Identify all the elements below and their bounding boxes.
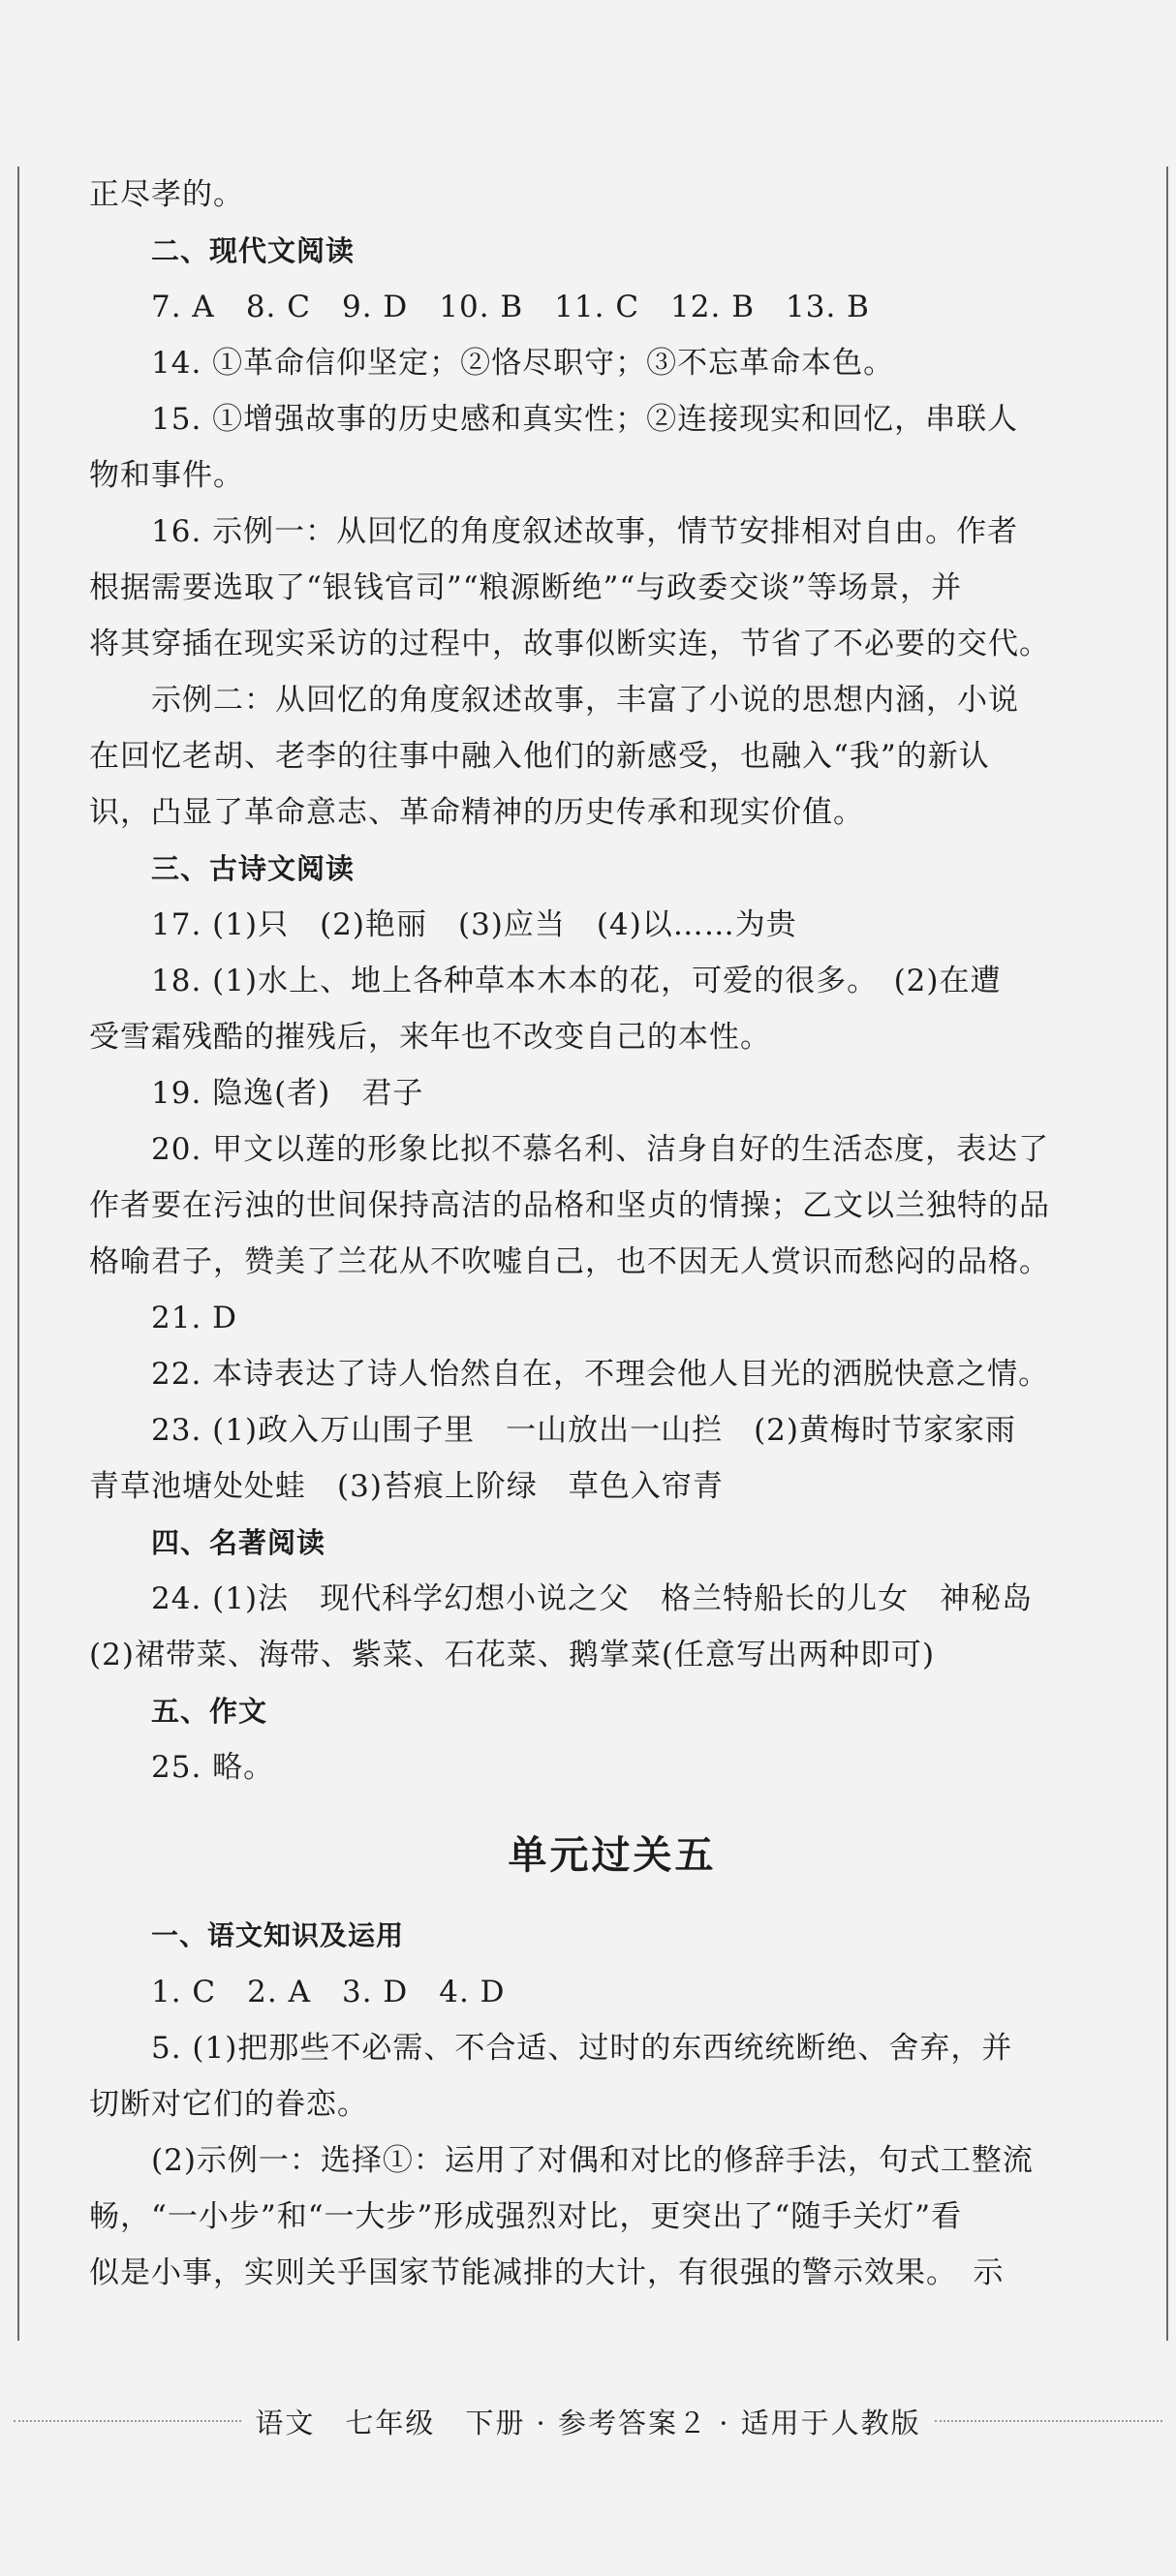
text-line: 格喻君子，赞美了兰花从不吹嘘自己，也不因无人赏识而愁闷的品格。 <box>89 1244 1050 1279</box>
answer-line: 5. (1)把那些不必需、不合适、过时的东西统统断绝、舍弃，并 <box>151 2031 1013 2066</box>
right-margin-rule <box>1166 167 1168 2341</box>
answer-line: 1. C 2. A 3. D 4. D <box>151 1975 506 2009</box>
text-line: (2)裙带菜、海带、紫菜、石花菜、鹅掌菜(任意写出两种即可) <box>89 1638 936 1672</box>
text-line: 识，凸显了革命意志、革命精神的历史传承和现实价值。 <box>89 795 864 830</box>
section-heading: 三、古诗文阅读 <box>151 852 356 885</box>
answer-line: 14. ①革命信仰坚定；②恪尽职守；③不忘革命本色。 <box>151 346 895 381</box>
answer-line: 21. D <box>151 1301 238 1335</box>
text-line: 畅，“一小步”和“一大步”形成强烈对比，更突出了“随手关灯”看 <box>89 2199 963 2234</box>
answer-line: 16. 示例一：从回忆的角度叙述故事，情节安排相对自由。作者 <box>151 514 1019 549</box>
text-line: 将其穿插在现实采访的过程中，故事似断实连，节省了不必要的交代。 <box>89 627 1050 661</box>
text-line: 根据需要选取了“银钱官司”“粮源断绝”“与政委交谈”等场景，并 <box>89 570 963 605</box>
section-heading: 一、语文知识及运用 <box>151 1919 405 1951</box>
text-line: 正尽孝的。 <box>89 177 244 212</box>
text-line: 作者要在污浊的世间保持高洁的品格和坚贞的情操；乙文以兰独特的品 <box>89 1188 1050 1223</box>
footer-text: 语文 七年级 下册 · 参考答案２ · 适用于人教版 <box>255 2406 921 2439</box>
answer-line: 17. (1)只 (2)艳丽 (3)应当 (4)以……为贵 <box>151 907 797 942</box>
answer-line: 20. 甲文以莲的形象比拟不慕名利、洁身自好的生活态度，表达了 <box>151 1132 1050 1167</box>
text-line: 似是小事，实则关乎国家节能减排的大计，有很强的警示效果。 示 <box>89 2255 1005 2290</box>
answer-line: 示例二：从回忆的角度叙述故事，丰富了小说的思想内涵，小说 <box>151 683 1019 718</box>
answer-line: 19. 隐逸(者) 君子 <box>151 1076 424 1111</box>
text-line: 在回忆老胡、老李的往事中融入他们的新感受，也融入“我”的新认 <box>89 739 990 774</box>
footer-dotted-rule-right <box>935 2420 1162 2422</box>
answer-line: 22. 本诗表达了诗人怡然自在，不理会他人目光的洒脱快意之情。 <box>151 1357 1050 1392</box>
section-heading: 二、现代文阅读 <box>151 234 356 267</box>
answer-line: 15. ①增强故事的历史感和真实性；②连接现实和回忆，串联人 <box>151 402 1019 437</box>
text-line: 青草池塘处处蛙 (3)苔痕上阶绿 草色入帘青 <box>89 1469 724 1504</box>
text-line: 受雪霜残酷的摧残后，来年也不改变自己的本性。 <box>89 1020 771 1055</box>
unit-title: 单元过关五 <box>508 1833 717 1878</box>
answer-line: 25. 略。 <box>151 1750 275 1785</box>
section-heading: 四、名著阅读 <box>151 1526 326 1559</box>
answer-line: 7. A 8. C 9. D 10. B 11. C 12. B 13. B <box>151 290 870 324</box>
answer-line: 23. (1)政入万山围子里 一山放出一山拦 (2)黄梅时节家家雨 <box>151 1413 1016 1448</box>
answer-line: 24. (1)法 现代科学幻想小说之父 格兰特船长的儿女 神秘岛 <box>151 1581 1034 1616</box>
footer-dotted-rule-left <box>14 2420 241 2422</box>
left-margin-rule <box>17 167 19 2341</box>
text-line: 物和事件。 <box>89 458 244 493</box>
section-heading: 五、作文 <box>151 1695 268 1728</box>
answer-content <box>89 167 1135 2301</box>
text-line: 切断对它们的眷恋。 <box>89 2087 368 2122</box>
page-footer <box>0 2392 1176 2450</box>
answer-line: (2)示例一：选择①：运用了对偶和对比的修辞手法，句式工整流 <box>151 2143 1034 2178</box>
answer-line: 18. (1)水上、地上各种草本木本的花，可爱的很多。 (2)在遭 <box>151 964 1002 998</box>
